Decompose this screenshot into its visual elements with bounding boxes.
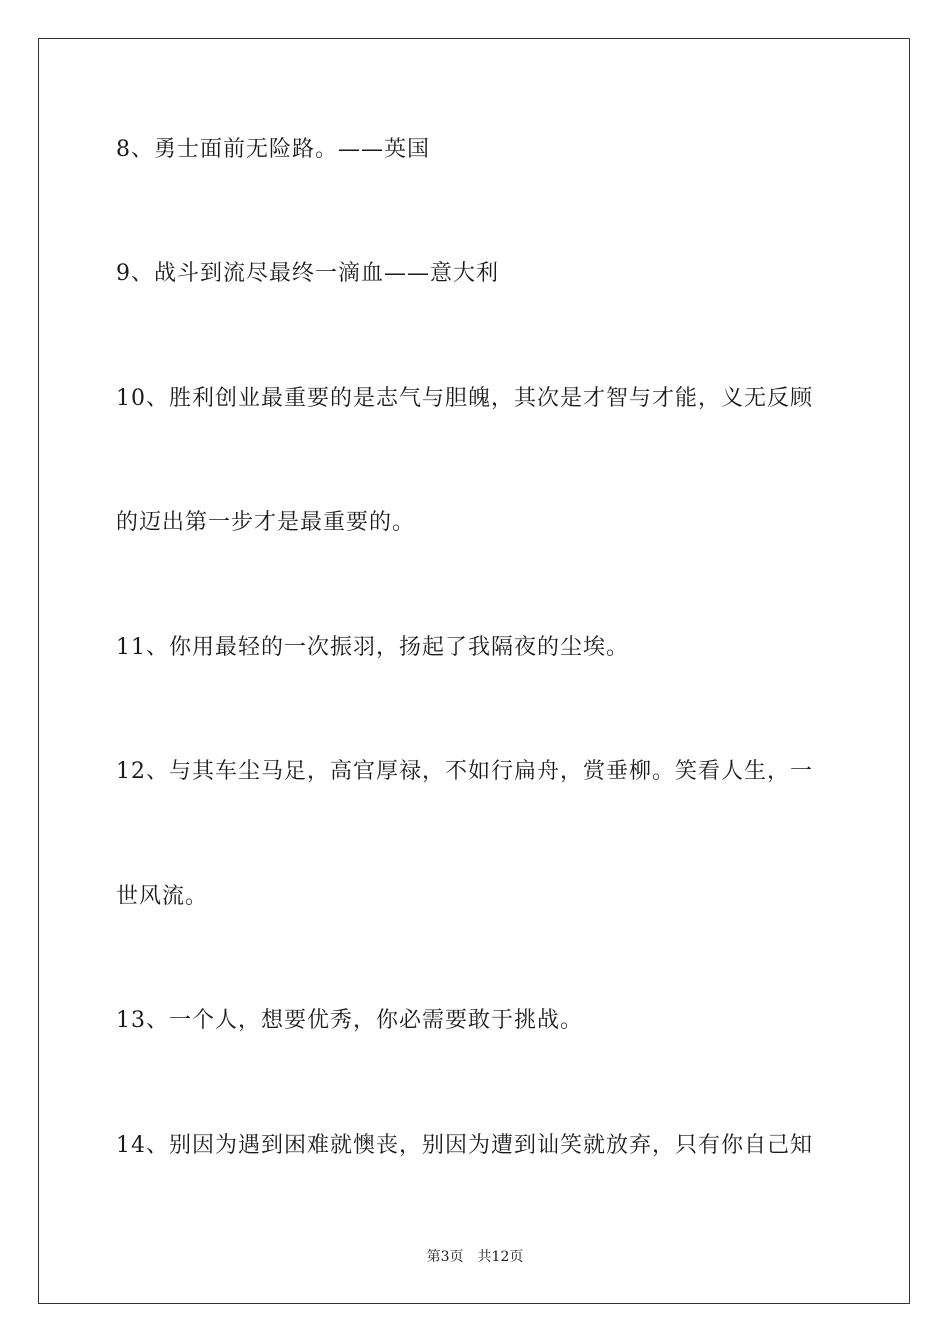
- quote-line-9: 9、战斗到流尽最终一滴血——意大利: [116, 261, 499, 286]
- quote-line-13: 13、一个人，想要优秀，你必需要敢于挑战。: [116, 1008, 583, 1033]
- page-border: [38, 38, 910, 1304]
- quote-line-11: 11、你用最轻的一次振羽，扬起了我隔夜的尘埃。: [116, 635, 629, 660]
- quote-line-14: 14、别因为遇到困难就懊丧，别因为遭到讪笑就放弃，只有你自己知: [116, 1133, 813, 1158]
- quote-line-10-continued: 的迈出第一步才是最重要的。: [116, 510, 416, 535]
- quote-line-10: 10、胜利创业最重要的是志气与胆魄，其次是才智与才能，义无反顾: [116, 386, 813, 411]
- page-number: 第3页: [426, 1249, 464, 1265]
- quote-line-8: 8、勇士面前无险路。——英国: [116, 137, 430, 162]
- page-footer: [0, 1248, 950, 1266]
- quote-line-12: 12、与其车尘马足，高官厚禄，不如行扁舟，赏垂柳。笑看人生，一: [116, 759, 813, 784]
- page-total: 共12页: [477, 1249, 524, 1265]
- quote-line-12-continued: 世风流。: [116, 884, 209, 909]
